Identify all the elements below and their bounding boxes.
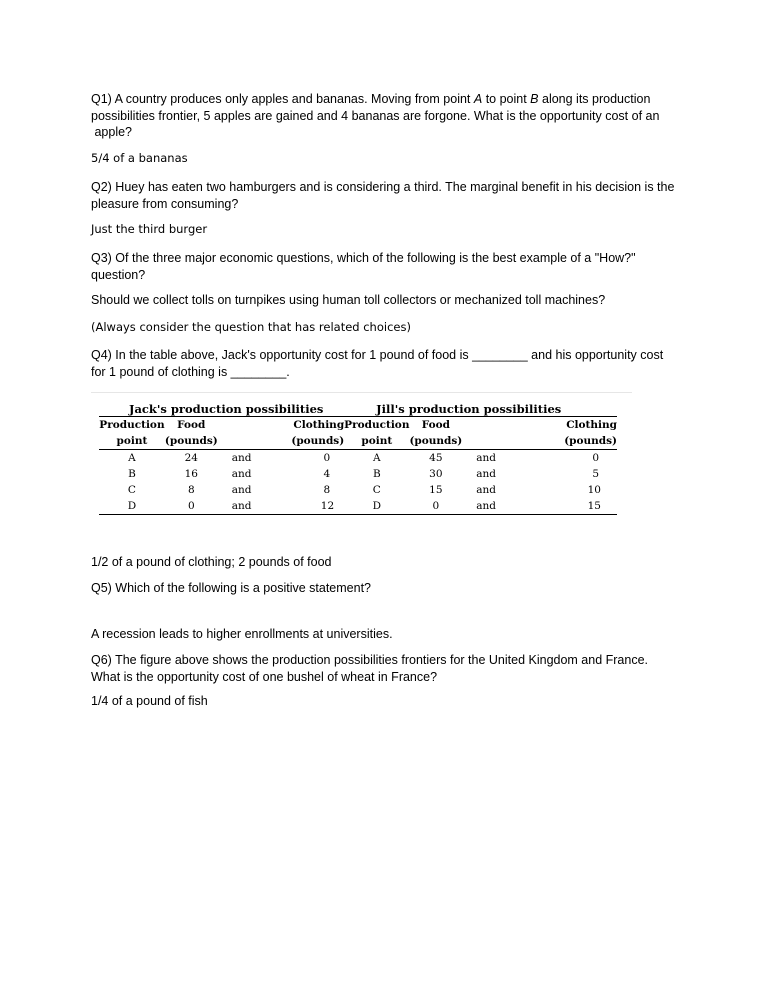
jack-clothing: 4 <box>323 468 331 480</box>
jack-food: 24 <box>184 452 198 464</box>
header-pounds: (pounds) <box>291 433 344 450</box>
jill-clothing: 5 <box>592 468 599 480</box>
divider <box>91 392 632 393</box>
header-pounds: (pounds) <box>528 433 617 450</box>
jack-clothing: 8 <box>323 484 331 496</box>
answer-4: 1/2 of a pound of clothing; 2 pounds of food <box>91 555 332 569</box>
header-food: Food <box>421 419 450 431</box>
jill-point: A <box>373 452 381 464</box>
header-production: Production <box>99 419 165 431</box>
production-possibilities-table-figure <box>91 392 632 512</box>
header-point: point <box>344 433 409 450</box>
question-4-line-2: for 1 pound of clothing is ________. <box>91 364 290 379</box>
answer-3-note: (Always consider the question that has related choices) <box>91 320 411 334</box>
jill-food: 15 <box>429 484 443 496</box>
question-5: Q5) Which of the following is a positive statement? <box>91 581 371 595</box>
and-label: and <box>462 498 528 515</box>
point-b: B <box>530 92 539 106</box>
and-label: and <box>476 452 497 464</box>
jack-table-title: Jack's production possibilities <box>99 402 344 417</box>
and-label: and <box>231 468 252 480</box>
jill-food: 0 <box>409 498 462 515</box>
header-point: point <box>99 433 165 450</box>
jack-clothing: 0 <box>323 452 331 464</box>
header-production: Production <box>344 419 410 431</box>
jill-point: C <box>372 484 381 496</box>
and-label: and <box>218 498 292 515</box>
jill-clothing: 15 <box>528 498 617 515</box>
jack-point: D <box>99 498 165 515</box>
jack-point: B <box>128 468 136 480</box>
answer-2: Just the third burger <box>91 222 208 236</box>
answer-3: Should we collect tolls on turnpikes using human toll collectors or mechanized toll machines? <box>91 293 606 307</box>
table-row <box>99 482 617 498</box>
question-1 <box>91 91 659 141</box>
table-row <box>99 466 617 482</box>
question-2-line-1: Q2) Huey has eaten two hamburgers and is considering a third. The marginal benefit in his decision is the <box>91 180 675 194</box>
jack-clothing: 12 <box>291 498 344 515</box>
jill-point: B <box>372 468 381 480</box>
answer-5: A recession leads to higher enrollments at universities. <box>91 627 393 641</box>
and-label: and <box>476 468 497 480</box>
and-label: and <box>231 484 252 496</box>
question-3-line-1: Q3) Of the three major economic questions, which of the following is the best example of a "How?" <box>91 251 636 265</box>
question-2 <box>91 179 674 212</box>
jill-table-title: Jill's production possibilities <box>344 402 617 417</box>
header-food: Food <box>177 419 206 431</box>
jack-point: A <box>128 452 136 464</box>
question-3 <box>91 250 636 283</box>
jack-food: 8 <box>187 484 195 496</box>
header-pounds: (pounds) <box>165 433 218 450</box>
jill-food: 45 <box>429 452 443 464</box>
point-a: A <box>473 92 483 106</box>
question-4-line-1: Q4) In the table above, Jack's opportunity cost for 1 pound of food is ________ and his opportunity cost <box>91 348 664 362</box>
table-header-row-2 <box>99 433 617 450</box>
question-1-line-3: apple? <box>91 125 133 139</box>
jill-food: 30 <box>429 468 443 480</box>
jill-clothing: 10 <box>587 484 601 496</box>
question-1-line-2: possibilities frontier, 5 apples are gained and 4 bananas are forgone. What is the opportunity cost of an <box>91 108 660 123</box>
table-row <box>99 498 617 515</box>
header-clothing: Clothing <box>566 419 617 431</box>
jack-food: 0 <box>165 498 218 515</box>
question-6-line-2: What is the opportunity cost of one bushel of wheat in France? <box>91 669 438 684</box>
question-6-line-1: Q6) The figure above shows the production possibilities frontiers for the United Kingdom and France. <box>91 653 649 667</box>
header-pounds: (pounds) <box>409 433 462 450</box>
question-1-line-1: Q1) A country produces only apples and bananas. Moving from point A to point B along its production <box>91 92 651 106</box>
question-2-line-2: pleasure from consuming? <box>91 196 239 211</box>
and-label: and <box>476 484 497 496</box>
table-row <box>99 450 617 467</box>
question-6 <box>91 652 648 685</box>
table-header-row-1 <box>99 417 617 434</box>
jill-clothing: 0 <box>592 452 599 464</box>
answer-1: 5/4 of a bananas <box>91 151 188 165</box>
and-label: and <box>231 452 252 464</box>
jack-food: 16 <box>184 468 198 480</box>
production-possibilities-table <box>99 402 617 515</box>
jack-point: C <box>127 484 136 496</box>
jill-point: D <box>344 498 409 515</box>
question-4 <box>91 347 663 380</box>
answer-6: 1/4 of a pound of fish <box>91 694 208 708</box>
table-title-row <box>99 402 617 417</box>
header-clothing: Clothing <box>293 419 345 431</box>
question-3-line-2: question? <box>91 267 146 282</box>
